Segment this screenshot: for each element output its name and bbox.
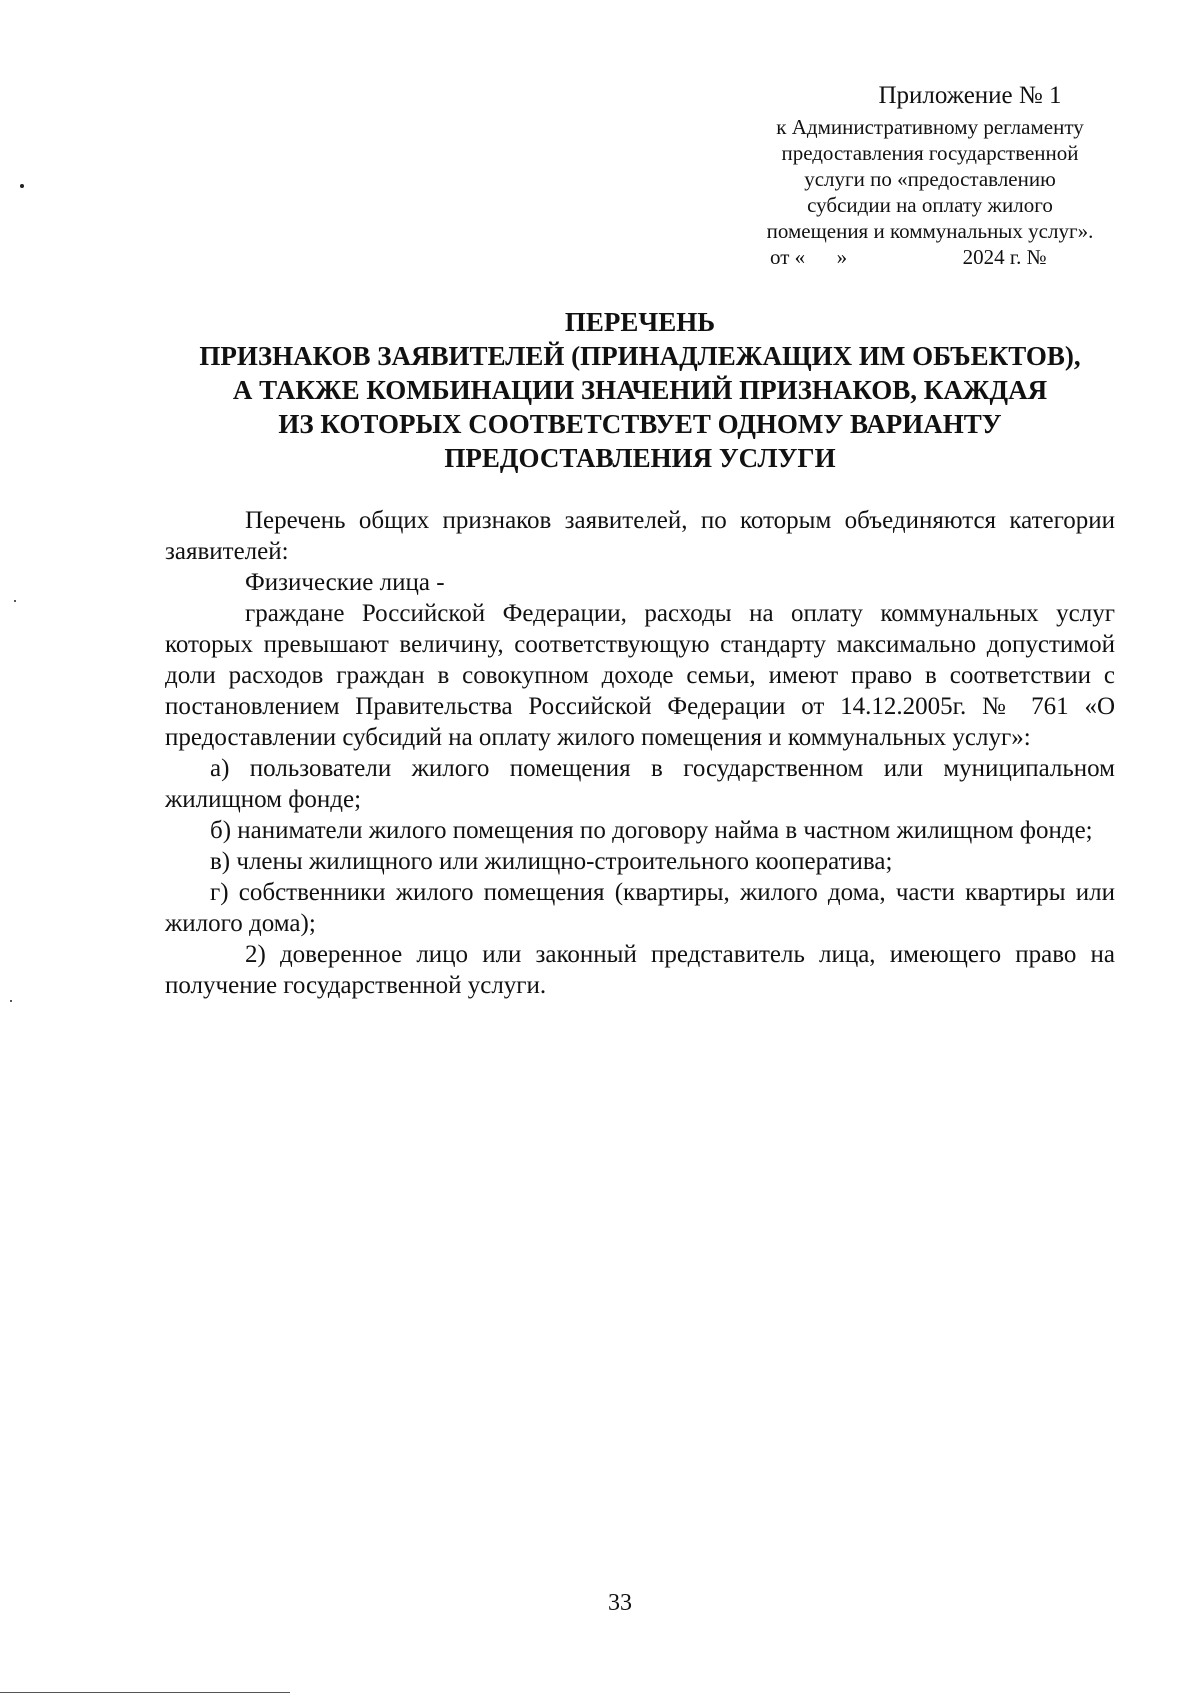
title-line: ИЗ КОТОРЫХ СООТВЕТСТВУЕТ ОДНОМУ ВАРИАНТУ (278, 409, 1002, 439)
appendix-line: помещения и коммунальных услуг». (766, 219, 1094, 243)
appendix-line: субсидии на оплату жилого (807, 193, 1053, 217)
title-line: ПРИЗНАКОВ ЗАЯВИТЕЛЕЙ (ПРИНАДЛЕЖАЩИХ ИМ ОБЪЕКТОВ), (199, 341, 1081, 371)
title-line: А ТАКЖЕ КОМБИНАЦИИ ЗНАЧЕНИЙ ПРИЗНАКОВ, КАЖДАЯ (232, 375, 1048, 405)
document-title (150, 305, 1130, 475)
document-body (165, 505, 1115, 1001)
appendix-line: к Административному регламенту (776, 115, 1084, 139)
list-item-b: б) наниматели жилого помещения по договору найма в частном жилищном фонде; (210, 817, 1093, 844)
scan-speck (14, 600, 16, 602)
appendix-line: предоставления государственной (781, 141, 1079, 165)
individuals-paragraph: Физические лица - (245, 569, 445, 596)
appendix-line: услуги по «предоставлению (804, 167, 1056, 191)
scan-edge-line (0, 1692, 290, 1693)
scan-speck (20, 184, 24, 188)
list-item-2: 2) доверенное лицо или законный представитель лица, имеющего право на получение государственной услуги. (165, 941, 1115, 999)
page-number: 33 (608, 1590, 632, 1616)
appendix-header (720, 80, 1140, 270)
appendix-title: Приложение № 1 (878, 82, 1062, 109)
intro-paragraph: Перечень общих признаков заявителей, по которым объединяются категории заявителей: (165, 507, 1115, 565)
list-item-a: а) пользователи жилого помещения в государственном или муниципальном жилищном фонде; (165, 755, 1115, 813)
title-line: ПЕРЕЧЕНЬ (564, 307, 716, 337)
scan-speck (10, 1000, 12, 1002)
list-item-v: в) члены жилищного или жилищно-строительного кооператива; (210, 848, 893, 875)
appendix-date-line: от « » 2024 г. № (770, 245, 1047, 269)
title-line: ПРЕДОСТАВЛЕНИЯ УСЛУГИ (444, 443, 836, 473)
citizens-paragraph: граждане Российской Федерации, расходы на оплату коммунальных услуг которых превышают величину, соответствующую стандарту максимально допустимой доли расходов граждан в совокупном доходе семьи, имеют право в соответствии с постановлением Правительства Российской Федерации от 14.12.2005г. № 761 «О предоставлении субсидий на оплату жилого помещения и коммунальных услуг»: (165, 600, 1115, 751)
list-item-g: г) собственники жилого помещения (квартиры, жилого дома, части квартиры или жилого дома); (165, 879, 1115, 937)
